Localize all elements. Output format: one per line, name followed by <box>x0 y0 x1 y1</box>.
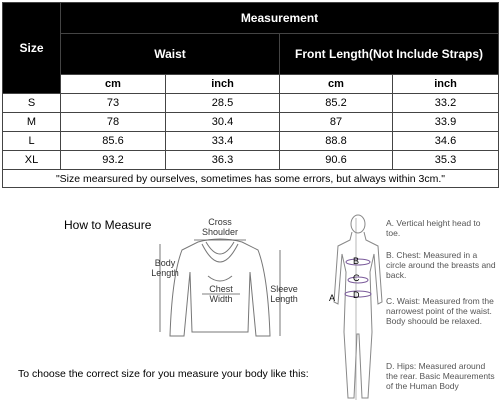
letter-d: D <box>353 290 360 300</box>
table-row <box>3 94 499 113</box>
waist-cm-header: cm <box>61 75 166 94</box>
legend-letter: B. <box>386 250 395 260</box>
cross-shoulder-label: Cross Shoulder <box>201 217 239 237</box>
waist-cm-cell: 85.6 <box>61 132 166 151</box>
table-row <box>3 151 499 170</box>
waist-cm-cell: 78 <box>61 113 166 132</box>
legend-text: Vertical height head to toe. <box>386 218 481 238</box>
legend-item-b <box>386 250 496 280</box>
waist-cm-cell: 93.2 <box>61 151 166 170</box>
legend-text: Waist: Measured from the narrowest point of the waist. Body shoould be relaxed. <box>386 296 494 326</box>
waist-inch-cell: 30.4 <box>166 113 280 132</box>
body-figure-icon <box>330 212 386 404</box>
chest-width-label: Chest Width <box>209 284 233 304</box>
table-row <box>3 113 499 132</box>
legend-item-d <box>386 361 496 391</box>
waist-inch-header: inch <box>166 75 280 94</box>
size-table <box>2 2 499 188</box>
front-inch-cell: 33.2 <box>393 94 499 113</box>
waist-inch-cell: 28.5 <box>166 94 280 113</box>
front-inch-cell: 34.6 <box>393 132 499 151</box>
letter-c: C <box>353 273 360 283</box>
front-cm-cell: 87 <box>280 113 393 132</box>
size-cell: XL <box>3 151 61 170</box>
measurement-header: Measurement <box>61 3 499 34</box>
front-cm-cell: 85.2 <box>280 94 393 113</box>
size-cell: M <box>3 113 61 132</box>
size-cell: L <box>3 132 61 151</box>
front-length-header: Front Length(Not Include Straps) <box>280 34 499 75</box>
legend-letter: D. <box>386 361 395 371</box>
legend-letter: C. <box>386 296 395 306</box>
waist-inch-cell: 36.3 <box>166 151 280 170</box>
legend-item-a <box>386 218 496 238</box>
letter-b: B <box>353 256 360 266</box>
front-inch-cell: 33.9 <box>393 113 499 132</box>
waist-cm-cell: 73 <box>61 94 166 113</box>
size-cell: S <box>3 94 61 113</box>
front-inch-header: inch <box>393 75 499 94</box>
front-cm-cell: 90.6 <box>280 151 393 170</box>
sleeve-length-label: Sleeve Length <box>270 284 298 304</box>
front-inch-cell: 35.3 <box>393 151 499 170</box>
body-length-label: Body Length <box>151 258 179 278</box>
legend-letter: A. <box>386 218 395 228</box>
front-cm-header: cm <box>280 75 393 94</box>
table-row <box>3 132 499 151</box>
front-cm-cell: 88.8 <box>280 132 393 151</box>
legend-text: Hips: Measured around the rear. Basic Meaurements of the Human Body <box>386 361 495 391</box>
legend-item-c <box>386 296 496 326</box>
legend-text: Chest: Measured in a circle around the breasts and back. <box>386 250 496 280</box>
measure-instruction: To choose the correct size for you measure your body like this: <box>18 368 309 380</box>
size-note: "Size mearsured by ourselves, sometimes has some errors, but always within 3cm." <box>3 170 499 188</box>
size-header: Size <box>3 3 61 94</box>
letter-a: A <box>329 293 336 303</box>
how-to-measure-title: How to Measure <box>64 218 152 232</box>
waist-header: Waist <box>61 34 280 75</box>
waist-inch-cell: 33.4 <box>166 132 280 151</box>
